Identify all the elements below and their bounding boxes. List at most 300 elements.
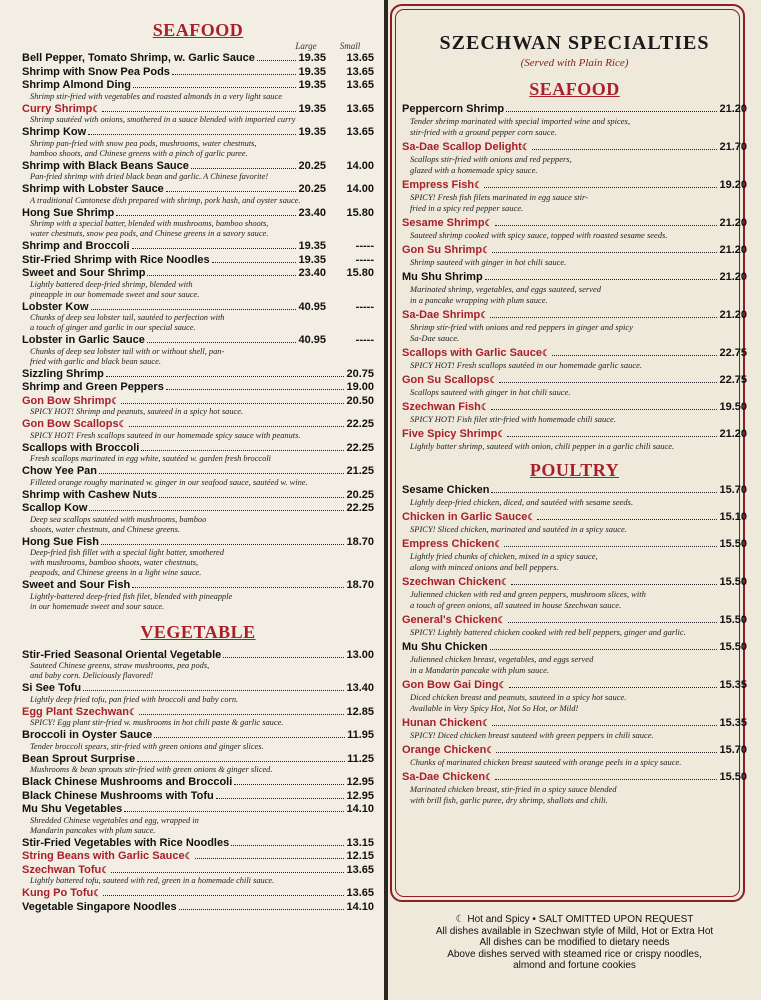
menu-item-name: Empress Chicken [402, 538, 495, 550]
menu-item-price: 21.20 [719, 309, 747, 321]
menu-item-description: Julienned chicken breast, vegetables, and eggs served in a Mandarin pancake with plum sauce. [410, 654, 594, 675]
menu-item-price-small: ----- [355, 240, 374, 252]
menu-item-row [22, 864, 374, 877]
menu-item-row [402, 511, 747, 524]
menu-item-description: Chunks of deep sea lobster tail with or without shell, pan- fried with garlic and black bean sauce. [30, 346, 225, 366]
menu-item-name: Sa-Dae Chicken [402, 771, 486, 783]
right-menu-page [388, 0, 761, 1000]
dot-leader [495, 779, 717, 780]
menu-item-name: Shrimp and Broccoli [22, 240, 130, 252]
menu-item-price: 21.20 [719, 271, 747, 283]
menu-item-price-large: 20.25 [346, 488, 374, 501]
dot-leader [504, 546, 717, 547]
menu-item-price-large: 19.35 [298, 102, 326, 115]
hot-pepper-icon: ☾ [485, 772, 494, 782]
menu-item-description: Lightly batter shrimp, sauteed with onion, chili pepper in a garlic chili sauce. [410, 441, 675, 451]
menu-item-description: Lightly-battered deep-fried fish filet, blended with pineapple in our homemade sweet and sour sauce. [30, 591, 233, 611]
dot-leader [102, 111, 296, 112]
menu-item-name: Vegetable Singapore Noodles [22, 900, 177, 913]
dot-leader [121, 403, 344, 404]
dot-leader [212, 262, 297, 263]
footer-line: ☾ Hot and Spicy • SALT OMITTED UPON REQUEST [455, 914, 694, 925]
menu-item-description: Sauteed Chinese greens, straw mushrooms, pea pods, and baby corn. Deliciously flavored! [30, 661, 210, 680]
menu-item-description: Shrimp with a special batter, blended with mushrooms, bamboo shoots, water chestnuts, snow pea pods, and Chinese greens in a savory sauce. [30, 219, 269, 238]
hot-pepper-icon: ☾ [494, 539, 503, 549]
menu-item-description: Shrimp sauteed with ginger in hot chili sauce. [410, 257, 567, 267]
menu-item-row [22, 267, 374, 280]
menu-item-row [22, 579, 374, 592]
dot-leader [166, 191, 297, 192]
hot-pepper-icon: ☾ [101, 864, 110, 875]
menu-item-name: Kung Po Tofu [22, 887, 94, 899]
menu-item-row [402, 614, 747, 627]
menu-item-description: SPICY HOT! Fish filet stir-fried with homemade chili sauce. [410, 414, 616, 424]
footer-line: almond and fortune cookies [513, 960, 636, 971]
menu-item-price-large: 19.35 [298, 65, 326, 78]
menu-item-price-small: 13.65 [346, 126, 374, 138]
dot-leader [492, 725, 717, 726]
dot-leader [216, 798, 345, 799]
page-subtitle: (Served with Plain Rice) [520, 57, 629, 69]
menu-item-row [22, 706, 374, 719]
dot-leader [147, 342, 297, 343]
menu-item-description: Shrimp sautéed with onions, smothered in a sauce blended with imported curry [30, 115, 296, 124]
dot-leader [137, 761, 345, 762]
dot-leader [116, 215, 296, 216]
menu-item-name: Sweet and Sour Fish [22, 579, 131, 591]
hot-pepper-icon: ☾ [474, 180, 483, 190]
menu-item-price-small: 15.80 [346, 206, 374, 219]
poultry-list [402, 484, 747, 806]
menu-item-price-small: 13.65 [346, 79, 374, 91]
menu-item-price-large: 18.70 [346, 535, 374, 548]
hot-pepper-icon: ☾ [480, 402, 489, 412]
menu-item-row [22, 207, 374, 220]
footer-line: All dishes can be modified to dietary needs [479, 937, 670, 948]
menu-item-row [22, 729, 374, 742]
menu-item-row [22, 240, 374, 253]
menu-item-row [402, 679, 747, 692]
dot-leader [141, 450, 344, 451]
dot-leader [129, 426, 345, 427]
menu-item-description: SPICY! Sliced chicken, marinated and sautéed in a spicy sauce. [410, 524, 627, 534]
hot-pepper-icon: ☾ [484, 218, 493, 228]
hot-pepper-icon: ☾ [542, 348, 551, 358]
menu-item-description: SPICY! Fresh fish filets marinated in egg sauce stir- fried in a spicy red pepper sauce. [410, 192, 589, 213]
menu-item-name: Shrimp with Cashew Nuts [22, 488, 158, 501]
menu-item-price: 21.20 [719, 217, 747, 229]
menu-item-name: Shrimp Kow [22, 126, 87, 138]
menu-item-name: Lobster Kow [22, 300, 89, 313]
menu-item-price-large: 19.35 [298, 240, 326, 252]
menu-item-description: Scallops stir-fried with onions and red peppers, glazed with a homemade spicy sauce. [410, 154, 572, 175]
menu-item-name: Si See Tofu [22, 682, 82, 694]
menu-item-description: Sauteed shrimp cooked with spicy sauce, topped with roasted sesame seeds. [410, 230, 668, 240]
price-column-headers [22, 41, 374, 51]
menu-item-name: Sesame Shrimp [402, 217, 485, 229]
menu-item-price: 21.20 [719, 244, 747, 256]
menu-item-description: Lightly battered tofu, sauteed with red, green in a homemade chili sauce. [30, 876, 275, 885]
menu-item-price: 15.50 [719, 641, 747, 653]
menu-item-row [22, 837, 374, 850]
menu-item-description: Shrimp stir-fried with vegetables and roasted almonds in a very light sauce [30, 91, 282, 101]
menu-item-name: Sa-Dae Shrimp [402, 309, 481, 321]
dot-leader [132, 248, 297, 249]
menu-item-name: String Beans with Garlic Sauce [22, 850, 185, 862]
menu-item-price: 14.10 [346, 803, 374, 815]
menu-item-price: 12.15 [346, 850, 374, 862]
menu-item-row [402, 374, 747, 387]
dot-leader [257, 60, 297, 61]
menu-item-row [22, 790, 374, 803]
hot-pepper-icon: ☾ [489, 375, 498, 385]
menu-item-description: Tender broccoli spears, stir-fried with green onions and ginger slices. [30, 741, 264, 751]
menu-item-price-large: 21.25 [346, 465, 374, 477]
menu-item-name: Five Spicy Shrimp [402, 428, 498, 440]
menu-item-row [22, 682, 374, 695]
footer-line: All dishes available in Szechwan style of Mild, Hot or Extra Hot [435, 925, 714, 937]
dot-leader [495, 225, 718, 226]
dot-leader [490, 317, 717, 318]
menu-item-price-small: ----- [355, 300, 374, 313]
hot-pepper-icon: ☾ [93, 888, 102, 898]
menu-item-price: 15.50 [719, 538, 747, 550]
menu-item-price: 14.10 [346, 900, 374, 913]
menu-item-name: General's Chicken [402, 614, 498, 626]
dot-leader [231, 845, 344, 846]
menu-item-row [22, 183, 374, 196]
menu-item-price: 21.70 [719, 141, 747, 153]
hot-pepper-icon: ☾ [111, 395, 120, 406]
menu-item-name: Peppercorn Shrimp [402, 103, 505, 115]
menu-item-row [402, 309, 747, 322]
menu-item-description: Marinated shrimp, vegetables, and eggs sauteed, served in a pancake wrapping with plum sauce. [410, 284, 601, 305]
menu-item-name: Black Chinese Mushrooms with Tofu [22, 789, 214, 802]
menu-item-description: SPICY HOT! Shrimp and peanuts, sauteed in a spicy hot sauce. [30, 407, 244, 416]
menu-item-description: Shrimp stir-fried with onions and red peppers in ginger and spicy Sa-Dae sauce. [410, 322, 633, 343]
menu-item-name: Szechwan Chicken [402, 576, 502, 588]
menu-item-description: Deep sea scallops sautéed with mushrooms, bamboo shoots, water chestnuts, and Chinese greens. [30, 514, 207, 534]
menu-item-price-large: 20.50 [346, 394, 374, 407]
menu-item-description: SPICY! Egg plant stir-fried w. mushrooms in hot chili paste & garlic sauce. [30, 718, 284, 727]
menu-footer [388, 914, 761, 972]
menu-item-row [402, 401, 747, 414]
menu-item-name: Black Chinese Mushrooms and Broccoli [22, 776, 233, 788]
menu-item-price-large: 40.95 [298, 300, 326, 313]
hot-pepper-icon: ☾ [486, 745, 495, 755]
dot-leader [552, 355, 717, 356]
menu-item-name: Curry Shrimp [22, 102, 93, 115]
dot-leader [132, 587, 344, 588]
menu-item-name: Sizzling Shrimp [22, 367, 104, 380]
section-title-szechwan-seafood: SEAFOOD [529, 79, 620, 99]
menu-item-price: 15.70 [719, 484, 747, 496]
menu-item-row [402, 244, 747, 257]
menu-item-price-small: 13.65 [346, 102, 374, 115]
hot-pepper-icon: ☾ [521, 142, 530, 152]
menu-item-name: Stir-Fried Shrimp with Rice Noodles [22, 253, 210, 266]
seafood-list [22, 52, 374, 612]
menu-item-price-small: 13.65 [346, 65, 374, 78]
menu-item-description: Lightly battered deep-fried shrimp, blended with pineapple in our homemade sweet and sour sauce. [30, 279, 200, 299]
menu-item-name: Sa-Dae Scallop Delight [402, 141, 522, 153]
menu-item-name: Chicken in Garlic Sauce [402, 511, 528, 523]
menu-item-row [22, 126, 374, 139]
dot-leader [507, 436, 717, 437]
menu-item-name: Gon Bow Scallops [22, 418, 119, 430]
hot-pepper-icon: ☾ [497, 615, 506, 625]
menu-item-name: Scallops with Broccoli [22, 441, 140, 454]
menu-item-description: Lightly deep fried tofu, pan fried with broccoli and baby corn. [30, 694, 239, 704]
section-title-seafood: SEAFOOD [152, 20, 244, 40]
menu-item-price-small: ----- [355, 253, 374, 266]
menu-item-name: Sesame Chicken [402, 484, 490, 496]
menu-item-price-small: 15.80 [346, 267, 374, 279]
menu-item-price: 22.75 [719, 347, 747, 359]
menu-item-price: 11.25 [347, 752, 374, 765]
menu-item-row [22, 381, 374, 394]
menu-item-name: Chow Yee Pan [22, 465, 97, 477]
menu-item-price-large: 22.25 [346, 502, 374, 514]
menu-item-row [402, 744, 747, 757]
menu-item-price-large: 20.25 [298, 159, 326, 172]
dot-leader [537, 519, 717, 520]
menu-item-price: 12.95 [346, 776, 374, 788]
menu-item-row [402, 271, 747, 284]
menu-item-price: 13.40 [346, 682, 374, 694]
menu-item-name: Gon Su Shrimp [402, 244, 483, 256]
dot-leader [496, 752, 717, 753]
menu-item-name: Gon Su Scallops [402, 374, 490, 386]
menu-item-description: Chunks of marinated chicken breast sauteed with orange peels in a spicy sauce. [410, 757, 682, 767]
menu-item-row [22, 465, 374, 478]
dot-leader [83, 690, 344, 691]
dot-leader [101, 544, 344, 545]
hot-pepper-icon: ☾ [527, 512, 536, 522]
menu-item-row [402, 641, 747, 654]
menu-item-row [402, 179, 747, 192]
hot-pepper-icon: ☾ [480, 310, 489, 320]
menu-item-row [22, 489, 374, 502]
menu-item-row [22, 850, 374, 863]
menu-item-row [22, 66, 374, 79]
menu-item-price: 21.20 [719, 103, 747, 115]
menu-item-name: Mu Shu Chicken [402, 641, 488, 653]
menu-item-row [402, 538, 747, 551]
column-large-label: Large [295, 41, 317, 51]
menu-item-row [402, 771, 747, 784]
menu-item-description: Scallops sauteed with ginger in hot chili sauce. [410, 387, 571, 397]
menu-item-row [22, 803, 374, 816]
menu-item-row [22, 536, 374, 549]
menu-item-name: Scallop Kow [22, 502, 88, 514]
dot-leader [179, 909, 345, 910]
menu-item-name: Broccoli in Oyster Sauce [22, 729, 153, 741]
dot-leader [172, 74, 297, 75]
menu-item-name: Hunan Chicken [402, 717, 483, 729]
menu-item-row [22, 753, 374, 766]
menu-item-price: 19.50 [719, 401, 747, 413]
menu-item-name: Orange Chicken [402, 744, 487, 756]
menu-item-row [22, 368, 374, 381]
menu-item-price: 15.50 [719, 771, 747, 783]
dot-leader [511, 584, 717, 585]
menu-item-name: Shrimp and Green Peppers [22, 381, 164, 393]
menu-item-price: 12.85 [346, 705, 374, 718]
menu-item-name: Szechwan Tofu [22, 863, 102, 876]
dot-leader [234, 784, 344, 785]
menu-item-name: Egg Plant Szechwan [22, 705, 129, 718]
menu-item-description: Pan-fried shrimp with dried black bean and garlic. A Chinese favorite! [30, 172, 269, 181]
dot-leader [491, 492, 717, 493]
menu-item-row [402, 347, 747, 360]
menu-item-price-large: 19.35 [298, 126, 326, 138]
menu-item-name: Shrimp with Black Beans Sauce [22, 159, 189, 172]
dot-leader [195, 858, 345, 859]
menu-item-price-large: 19.00 [346, 381, 374, 393]
hot-pepper-icon: ☾ [482, 718, 491, 728]
dot-leader [154, 737, 345, 738]
menu-item-price-large: 19.35 [298, 253, 326, 266]
menu-item-price: 15.35 [719, 679, 747, 691]
hot-pepper-icon: ☾ [501, 577, 510, 587]
menu-item-description: Tender shrimp marinated with special imported wine and spices, stir-fried with a ground pepper corn sauce. [410, 116, 630, 137]
footer-line: Above dishes served with steamed rice or crispy noodles, [447, 948, 702, 960]
menu-item-price: 15.10 [719, 511, 747, 523]
menu-item-description: SPICY! Diced chicken breast sauteed with green peppers in chili sauce. [410, 730, 654, 740]
menu-item-row [402, 141, 747, 154]
menu-item-price: 13.15 [346, 836, 374, 849]
menu-item-row [22, 301, 374, 314]
menu-item-price-large: 18.70 [346, 579, 374, 591]
dot-leader [139, 714, 344, 715]
dot-leader [91, 309, 297, 310]
menu-item-name: Bell Pepper, Tomato Shrimp, w. Garlic Sauce [22, 52, 255, 64]
hot-pepper-icon: ☾ [482, 245, 491, 255]
menu-item-name: Shrimp with Snow Pea Pods [22, 65, 170, 78]
menu-item-row [22, 649, 374, 662]
hot-pepper-icon: ☾ [128, 706, 138, 717]
menu-item-price-small: 14.00 [346, 183, 374, 195]
menu-item-price-large: 20.25 [298, 183, 326, 195]
menu-item-description: Julienned chicken with red and green peppers, mushroom slices, with a touch of green onions, all sauteed in house Szechwan sauce. [410, 589, 646, 610]
vegetable-list [22, 649, 374, 914]
menu-item-description: Shrimp pan-fried with snow pea pods, mushrooms, water chestnuts, bamboo shoots, and Chinese greens with a pinch of garlic puree. [30, 138, 257, 158]
menu-item-row [22, 887, 374, 900]
hot-pepper-icon: ☾ [184, 851, 193, 861]
dot-leader [485, 279, 718, 280]
menu-item-name: Bean Sprout Surprise [22, 752, 136, 765]
dot-leader [147, 275, 296, 276]
dot-leader [106, 376, 345, 377]
dot-leader [103, 895, 344, 896]
dot-leader [88, 134, 296, 135]
menu-item-price: 15.35 [719, 717, 747, 729]
dot-leader [492, 252, 717, 253]
menu-item-price: 21.20 [719, 428, 747, 440]
menu-item-row [402, 717, 747, 730]
menu-item-row [402, 484, 747, 497]
menu-item-row [22, 418, 374, 431]
menu-item-price: 22.75 [719, 374, 747, 386]
menu-item-row [22, 442, 374, 455]
menu-item-row [402, 103, 747, 116]
dot-leader [166, 389, 345, 390]
menu-item-row [22, 901, 374, 914]
menu-item-price-large: 20.75 [346, 367, 374, 380]
menu-item-name: Shrimp with Lobster Sauce [22, 183, 164, 195]
menu-item-row [22, 52, 374, 65]
menu-item-name: Sweet and Sour Shrimp [22, 267, 146, 279]
section-title-poultry: POULTRY [529, 460, 620, 480]
menu-item-name: Szechwan Fish [402, 401, 481, 413]
menu-item-row [22, 103, 374, 116]
menu-item-name: Empress Fish [402, 179, 475, 191]
menu-item-price: 15.70 [719, 744, 747, 756]
menu-item-description: Shredded Chinese vegetables and egg, wrapped in Mandarin pancakes with plum sauce. [30, 815, 199, 835]
menu-item-price: 19.20 [719, 179, 747, 191]
menu-item-row [22, 79, 374, 92]
hot-pepper-icon: ☾ [497, 429, 506, 439]
menu-item-name: Lobster in Garlic Sauce [22, 334, 145, 346]
hot-pepper-icon: ☾ [498, 680, 507, 690]
menu-item-description: Marinated chicken breast, stir-fried in a spicy sauce blended with brill fish, garlic puree, dry shrimp, shallots and chili. [410, 784, 617, 805]
dot-leader [491, 409, 718, 410]
page-title: SZECHWAN SPECIALTIES [439, 32, 710, 54]
menu-item-description: SPICY HOT! Fresh scallops sauteed in our homemade spicy sauce with peanuts. [30, 430, 301, 440]
menu-item-price-small: ----- [355, 334, 374, 346]
menu-item-price: 11.95 [347, 729, 374, 741]
menu-item-description: Deep-fried fish fillet with a special light batter, smothered with mushrooms, bamboo shoots, water chestnuts, peapods, and Chinese greens in a light wine sauce. [30, 548, 224, 577]
dot-leader [490, 649, 718, 650]
menu-item-price: 13.65 [346, 863, 374, 876]
menu-item-row [402, 576, 747, 589]
menu-item-description: Chunks of deep sea lobster tail, sautéed to perfection with a touch of ginger and garlic in our special sauce. [30, 313, 225, 332]
hot-pepper-icon: ☾ [118, 419, 127, 429]
menu-item-description: Fresh scallops marinated in egg white, sautéed w. garden fresh broccoli [30, 454, 271, 463]
menu-item-price-small: 13.65 [346, 52, 374, 64]
menu-item-description: Lightly deep-fried chicken, diced, and sautéed with sesame seeds. [410, 497, 634, 507]
dot-leader [133, 87, 296, 88]
menu-item-description: Mushrooms & bean sprouts stir-fried with green onions & ginger sliced. [30, 765, 273, 774]
dot-leader [191, 168, 297, 169]
menu-item-description: Filleted orange roughy marinated w. ginger in our seafood sauce, sautéed w. wine. [30, 477, 308, 487]
menu-item-row [22, 334, 374, 347]
menu-item-description: Diced chicken breast and peanuts, sauteed in a spicy hot sauce. Available in Very Spicy Hot, Not So Hot, or Mild! [410, 692, 627, 713]
menu-item-price: 12.95 [346, 789, 374, 802]
dot-leader [159, 497, 344, 498]
dot-leader [124, 811, 344, 812]
menu-item-price: 13.00 [346, 648, 374, 661]
menu-item-name: Gon Bow Shrimp [22, 394, 112, 407]
dot-leader [89, 510, 344, 511]
dot-leader [111, 872, 344, 873]
menu-item-name: Shrimp Almond Ding [22, 79, 131, 91]
menu-item-name: Scallops with Garlic Sauce [402, 347, 542, 359]
menu-item-description: SPICY HOT! Fresh scallops sautéed in our homemade garlic sauce. [410, 360, 642, 370]
menu-item-price-large: 23.40 [298, 267, 326, 279]
menu-item-price-small: 14.00 [346, 159, 374, 172]
menu-item-name: Mu Shu Vegetables [22, 803, 123, 815]
column-small-label: Small [339, 41, 361, 51]
menu-item-name: Mu Shu Shrimp [402, 271, 483, 283]
dot-leader [508, 622, 718, 623]
menu-item-description: A traditional Cantonese dish prepared with shrimp, pork hash, and oyster sauce. [30, 195, 301, 205]
menu-item-price: 15.50 [719, 576, 747, 588]
dot-leader [499, 382, 717, 383]
dot-leader [532, 149, 718, 150]
menu-item-price-large: 19.35 [298, 52, 326, 64]
